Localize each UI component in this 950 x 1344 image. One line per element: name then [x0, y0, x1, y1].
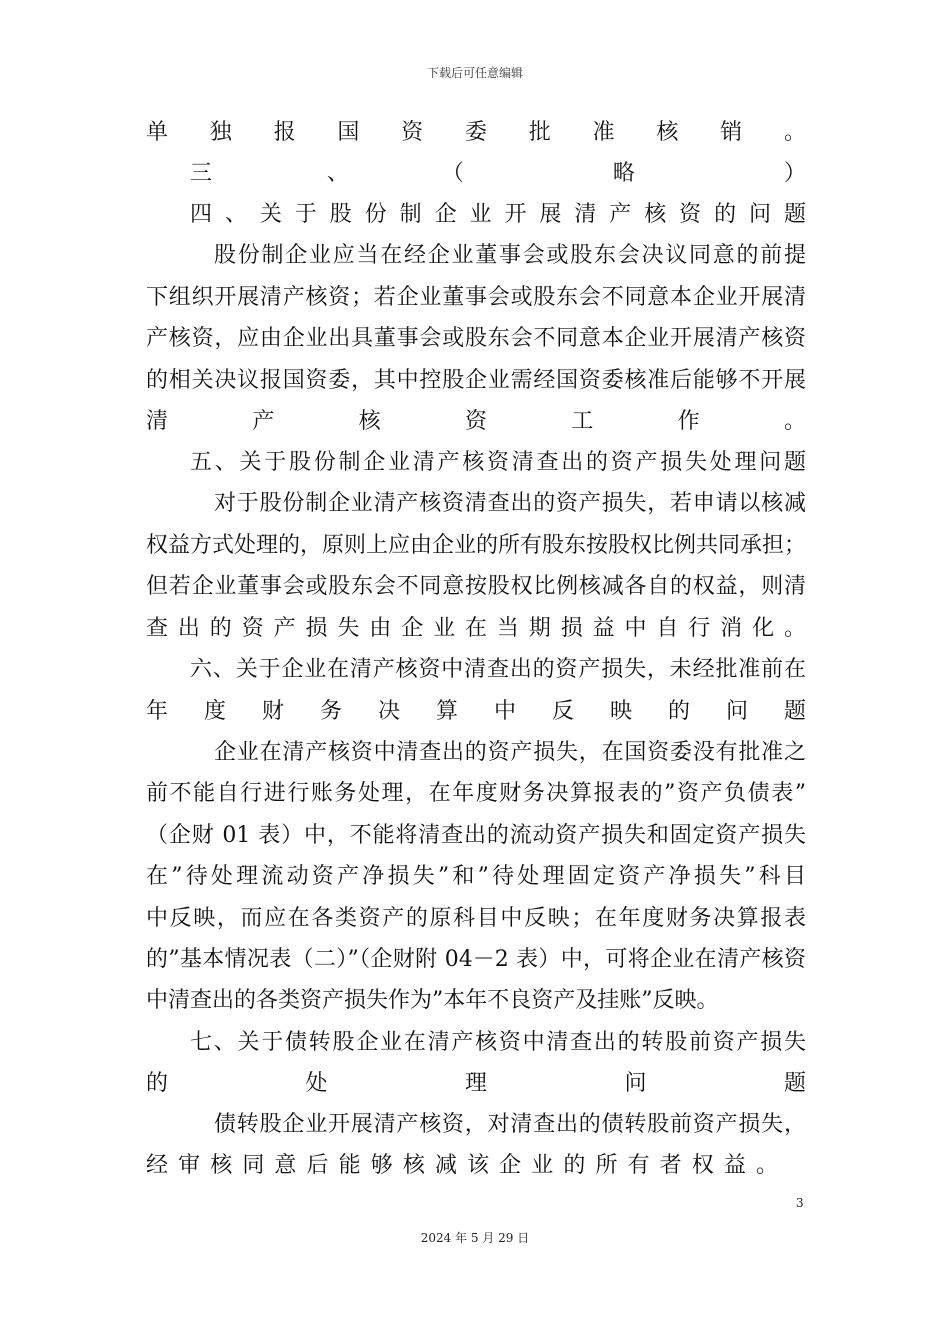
text-line: 对于股份制企业清产核资清查出的资产损失，若申请以核减 [214, 491, 806, 516]
page-number: 3 [796, 1196, 804, 1210]
text-line: 单 独 报 国 资 委 批 准 核 销 。 [146, 120, 806, 145]
section-heading: 六、关于企业在清产核资中清查出的资产损失，未经批准前在 [190, 657, 806, 682]
section-heading: 四、关于股份制企业开展清产核资的问题 [190, 202, 806, 227]
text-line: 权益方式处理的，原则上应由企业的所有股东按股权比例共同承担； [146, 533, 806, 558]
section-heading: 五、关于股份制企业清产核资清查出的资产损失处理问题 [190, 450, 806, 475]
footer-date: 2024 年 5 月 29 日 [420, 1231, 530, 1245]
section-heading: 年 度 财 务 决 算 中 反 映 的 问 题 [146, 699, 806, 724]
text-line: 下组织开展清产核资；若企业董事会或股东会不同意本企业开展清 [146, 285, 806, 310]
text-line: 中清查出的各类资产损失作为”本年不良资产及挂账”反映。 [146, 988, 719, 1013]
text-line: 中反映，而应在各类资产的原科目中反映；在年度财务决算报表 [146, 906, 806, 931]
text-line: 清 产 核 资 工 作 。 [146, 409, 806, 434]
section-heading: 七、关于债转股企业在清产核资中清查出的转股前资产损失 [190, 1030, 806, 1055]
text-line: 股份制企业应当在经企业董事会或股东会决议同意的前提 [214, 243, 806, 268]
section-heading: 三 、 （ 略 ） [190, 161, 806, 186]
text-line: 企业在清产核资中清查出的资产损失，在国资委没有批准之 [214, 740, 806, 765]
text-line: 经审核同意后能够核减该企业的所有者权益。 [146, 1153, 778, 1178]
section-heading: 的 处 理 问 题 [146, 1071, 806, 1096]
text-line: 债转股企业开展清产核资，对清查出的债转股前资产损失， [214, 1112, 806, 1137]
text-line: 产核资，应由企业出具董事会或股东会不同意本企业开展清产核资 [146, 326, 806, 351]
page-header: 下载后可任意编辑 [426, 66, 523, 80]
text-line: 查出的资产损失由企业在当期损益中自行消化。 [146, 616, 806, 641]
text-line: 的”基本情况表（二）”（企财附 04－2 表）中，可将企业在清产核资 [146, 947, 806, 972]
text-line: 在”待处理流动资产净损失”和”待处理固定资产净损失”科目 [146, 864, 806, 889]
text-line: 的相关决议报国资委，其中控股企业需经国资委核准后能够不开展 [146, 368, 806, 393]
text-line: （企财 01 表）中，不能将清查出的流动资产损失和固定资产损失 [146, 823, 806, 848]
text-line: 但若企业董事会或股东会不同意按股权比例核减各自的权益，则清 [146, 574, 806, 599]
text-line: 前不能自行进行账务处理，在年度财务决算报表的”资产负债表” [146, 781, 806, 806]
